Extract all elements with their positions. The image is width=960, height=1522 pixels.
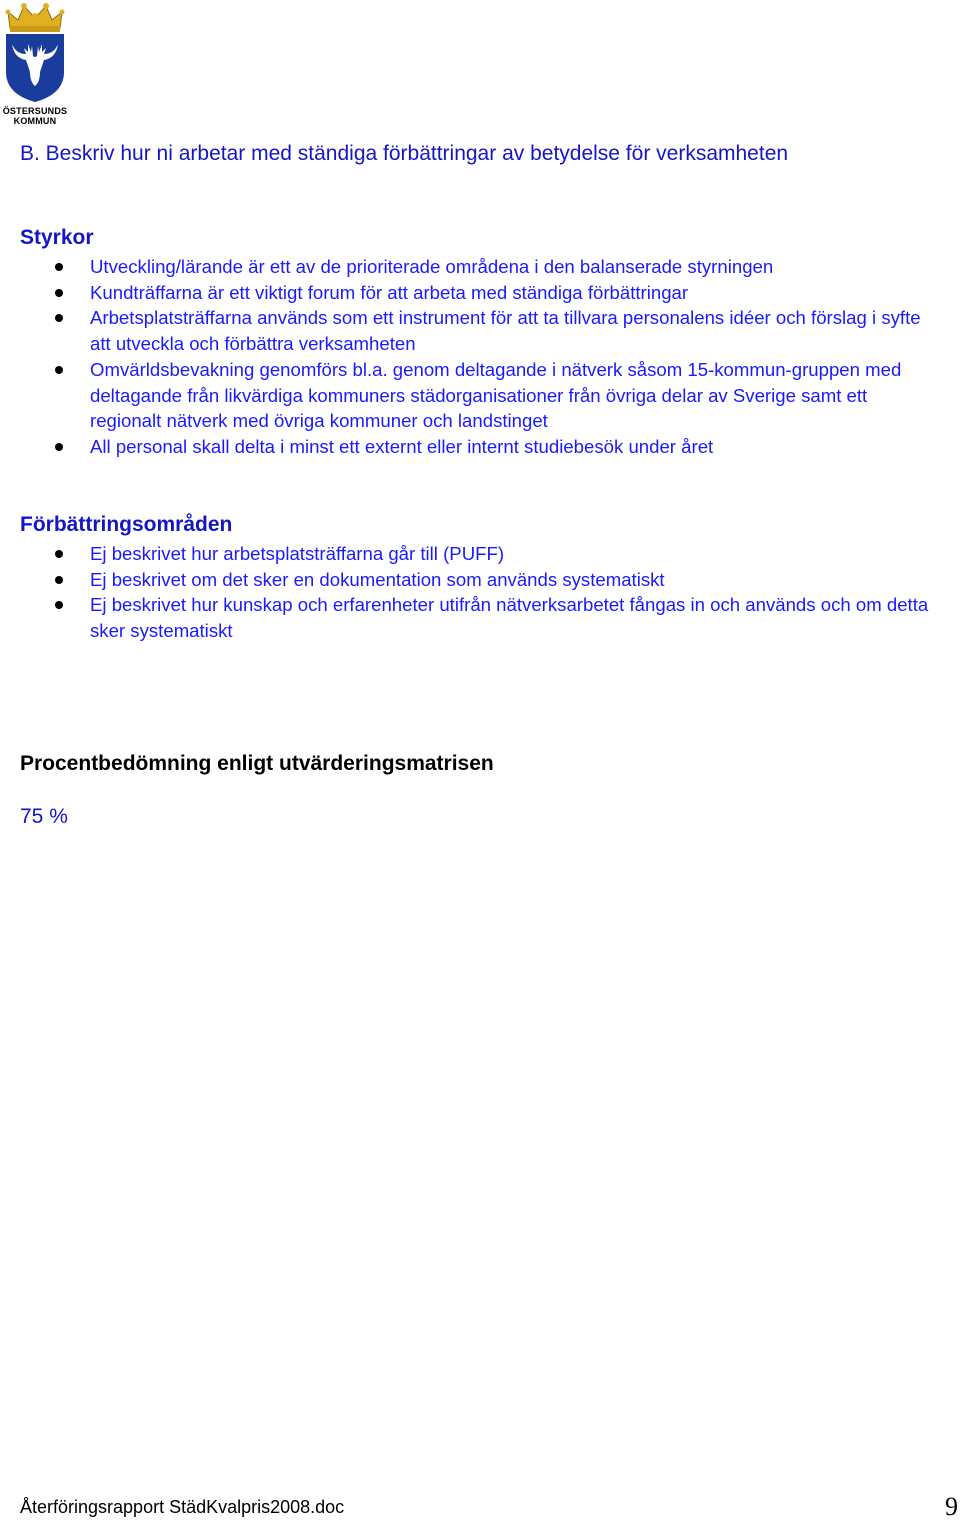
bullet-icon	[55, 289, 63, 297]
list-item-text: All personal skall delta i minst ett externt eller internt studiebesök under året	[90, 435, 714, 457]
moose-crest-icon	[2, 2, 68, 104]
logo-text-line2: KOMMUN	[13, 116, 57, 126]
footer-filename: Återföringsrapport StädKvalpris2008.doc	[20, 1497, 345, 1517]
list-item	[50, 567, 942, 593]
list-item	[50, 280, 942, 306]
list-item	[50, 434, 942, 460]
improvements-list	[50, 541, 942, 644]
assessment-title: Procentbedömning enligt utvärderingsmatrisen	[20, 752, 494, 775]
list-item-text: Omvärldsbevakning genomförs bl.a. genom deltagande i nätverk såsom 15-kommun-gruppen med deltagande från likvärdiga kommuners städorganisationer från övriga delar av Sverige samt ett regionalt nätverk med övriga kommuner och landstinget	[90, 358, 902, 432]
strengths-list	[50, 254, 942, 460]
bullet-icon	[55, 550, 63, 558]
bullet-icon	[55, 366, 63, 374]
improvements-title: Förbättringsområden	[20, 513, 233, 536]
page-number: 9	[945, 1492, 958, 1521]
bullet-icon	[55, 263, 63, 271]
list-item-text: Ej beskrivet hur kunskap och erfarenheter utifrån nätverksarbetet fångas in och används och om detta sker systematiskt	[90, 594, 929, 642]
list-item	[50, 254, 942, 280]
list-item	[50, 541, 942, 567]
logo	[2, 2, 68, 126]
list-item-text: Arbetsplatsträffarna används som ett instrument för att ta tillvara personalens idéer och förslag i syfte att utveckla och förbättra verksamheten	[90, 307, 921, 355]
list-item-text: Utveckling/lärande är ett av de prioriterade områdena i den balanserade styrningen	[90, 256, 774, 277]
bullet-icon	[55, 314, 63, 322]
list-item	[50, 305, 942, 356]
section-heading: B. Beskriv hur ni arbetar med ständiga förbättringar av betydelse för verksamheten	[20, 142, 789, 165]
list-item-text: Ej beskrivet om det sker en dokumentation som används systematiskt	[90, 568, 665, 590]
list-item	[50, 357, 942, 434]
assessment-value: 75 %	[20, 805, 68, 828]
list-item-text: Kundträffarna är ett viktigt forum för att arbeta med ständiga förbättringar	[90, 281, 689, 303]
list-item-text: Ej beskrivet hur arbetsplatsträffarna går till (PUFF)	[90, 543, 505, 564]
bullet-icon	[55, 443, 63, 451]
list-item	[50, 592, 942, 643]
logo-text-line1: ÖSTERSUNDS	[2, 106, 68, 116]
strengths-title: Styrkor	[20, 226, 94, 249]
bullet-icon	[55, 576, 63, 584]
bullet-icon	[55, 601, 63, 609]
